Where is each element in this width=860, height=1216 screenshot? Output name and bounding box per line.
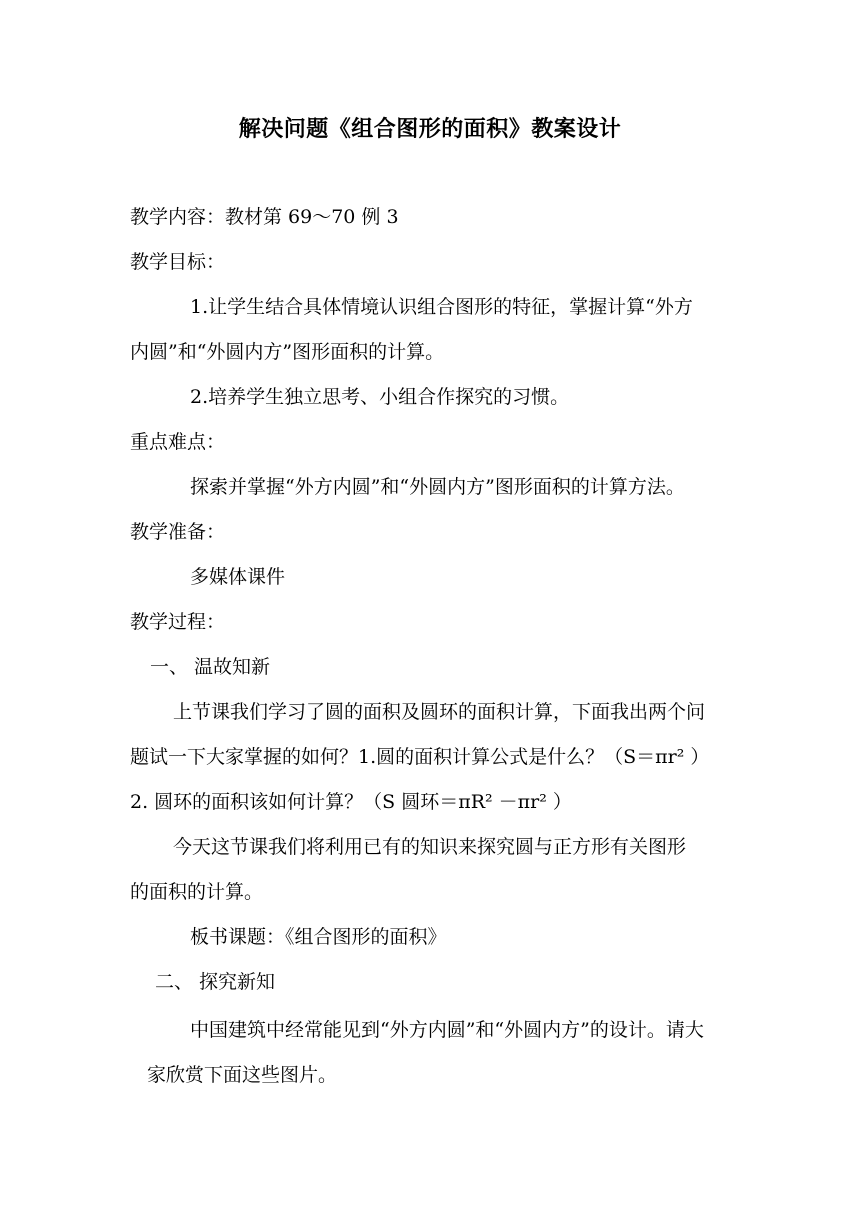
today-line-2: 的面积的计算。 xyxy=(130,881,264,903)
board-title: 板书课题：《组合图形的面积》 xyxy=(190,926,447,948)
document-title: 解决问题《组合图形的面积》教案设计 xyxy=(238,116,622,142)
today-line-1: 今天这节课我们将利用已有的知识来探究圆与正方形有关图形 xyxy=(173,836,687,858)
goal-2: 2.培养学生独立思考、小组合作探究的习惯。 xyxy=(190,386,570,408)
section-2-heading: 二、 探究新知 xyxy=(155,971,276,993)
preparation-text: 多媒体课件 xyxy=(190,566,286,588)
goal-1-line-2: 内圆”和“外圆内方”图形面积的计算。 xyxy=(130,341,445,363)
goal-1-line-1: 1.让学生结合具体情境认识组合图形的特征，掌握计算“外方 xyxy=(190,296,693,318)
process-label: 教学过程： xyxy=(130,611,226,633)
teaching-content: 教学内容：教材第 69～70 例 3 xyxy=(130,206,399,228)
review-line-1: 上节课我们学习了圆的面积及圆环的面积计算，下面我出两个问 xyxy=(173,701,706,723)
key-points-text: 探索并掌握“外方内圆”和“外圆内方”图形面积的计算方法。 xyxy=(190,476,685,498)
teaching-goals-label: 教学目标： xyxy=(130,251,226,273)
review-line-2: 题试一下大家掌握的如何？1.圆的面积计算公式是什么？（S＝πr² ） xyxy=(130,746,710,768)
review-line-3: 2. 圆环的面积该如何计算？（S 圆环＝πR² －πr² ） xyxy=(130,791,572,813)
key-points-label: 重点难点： xyxy=(130,431,226,453)
preparation-label: 教学准备： xyxy=(130,521,226,543)
explore-line-1: 中国建筑中经常能见到“外方内圆”和“外圆内方”的设计。请大 xyxy=(190,1019,704,1041)
section-1-heading: 一、 温故知新 xyxy=(150,656,271,678)
explore-line-2: 家欣赏下面这些图片。 xyxy=(147,1064,338,1086)
